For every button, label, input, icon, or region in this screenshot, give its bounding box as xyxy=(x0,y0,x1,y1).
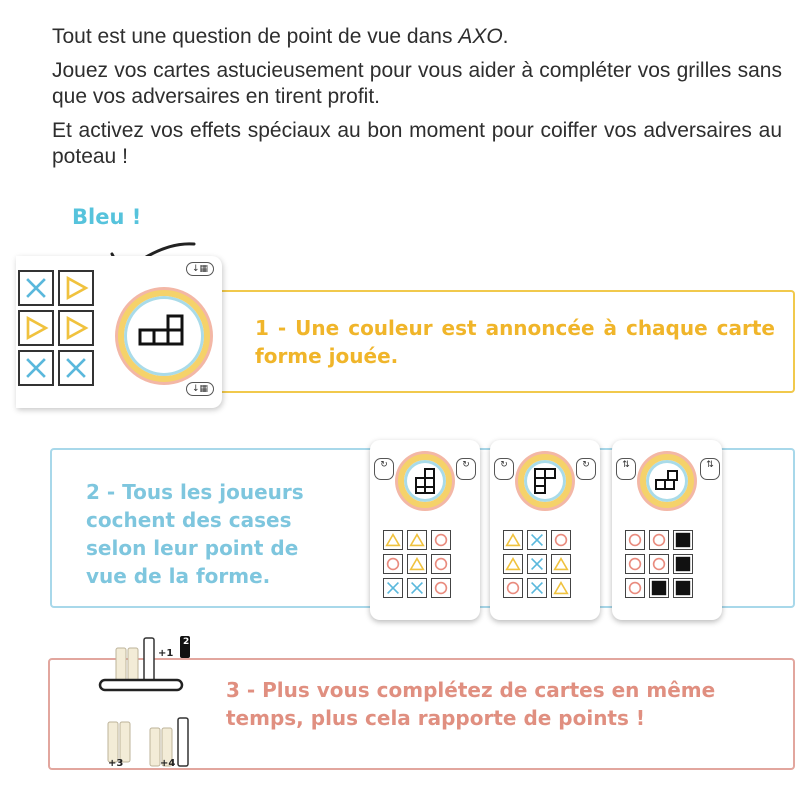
rotate-tab-icon: ↻ xyxy=(374,458,394,480)
cross-icon xyxy=(527,554,547,574)
triangle-icon xyxy=(407,530,427,550)
intro-paragraph-1 xyxy=(52,24,782,50)
scoring-cards-illustration xyxy=(88,632,198,782)
mirror-tab-icon: ⇅ xyxy=(616,458,636,480)
circle-icon xyxy=(625,530,645,550)
triangle-icon xyxy=(383,530,403,550)
filled-cell-icon xyxy=(673,554,693,574)
circle-icon xyxy=(431,530,451,550)
circle-icon xyxy=(625,578,645,598)
shape-2-icon xyxy=(531,467,559,495)
intro-p1-text: Tout est une question de point de vue dans xyxy=(52,25,459,48)
card-grid-1 xyxy=(383,530,451,598)
card-grid-2 xyxy=(503,530,571,598)
filled-cell-icon xyxy=(649,578,669,598)
circle-icon xyxy=(625,554,645,574)
triangle-icon xyxy=(18,310,54,346)
circle-icon xyxy=(383,554,403,574)
filled-cell-icon xyxy=(673,578,693,598)
rotate-tab-icon: ↻ xyxy=(456,458,476,480)
shape-3-icon xyxy=(653,468,681,494)
cross-icon xyxy=(383,578,403,598)
score-plus-1: +1 xyxy=(158,648,174,659)
mirror-tab-icon: ⇅ xyxy=(700,458,720,480)
score-plus-3: +3 xyxy=(108,758,124,769)
cross-icon xyxy=(407,578,427,598)
triangle-icon xyxy=(407,554,427,574)
announcement-bleu: Bleu ! xyxy=(72,205,142,229)
card-grid-3 xyxy=(625,530,693,598)
triangle-icon xyxy=(551,554,571,574)
triangle-icon xyxy=(58,270,94,306)
game-name: AXO xyxy=(458,25,503,48)
cross-icon xyxy=(18,270,54,306)
circle-icon xyxy=(431,578,451,598)
player-grid-main xyxy=(18,270,94,386)
l-shape-icon xyxy=(138,312,188,352)
circle-icon xyxy=(551,530,571,550)
step1-caption: 1 - Une couleur est annoncée à chaque carte forme jouée. xyxy=(255,316,775,368)
intro-p1-end: . xyxy=(502,25,509,48)
triangle-icon xyxy=(503,530,523,550)
intro-text xyxy=(52,24,782,178)
score-two: 2 xyxy=(183,637,190,647)
rotate-down-tab-icon: ↓▦ xyxy=(186,262,214,276)
rotate-tab-icon: ↻ xyxy=(576,458,596,480)
cross-icon xyxy=(527,578,547,598)
triangle-icon xyxy=(503,554,523,574)
cross-icon xyxy=(527,530,547,550)
score-plus-4: +4 xyxy=(160,758,176,769)
rotate-tab-icon: ↻ xyxy=(494,458,514,480)
cross-icon xyxy=(18,350,54,386)
circle-icon xyxy=(503,578,523,598)
filled-cell-icon xyxy=(673,530,693,550)
triangle-icon xyxy=(58,310,94,346)
step3-caption: 3 - Plus vous complétez de cartes en même temps, plus cela rapporte de points ! xyxy=(226,678,716,730)
circle-icon xyxy=(649,530,669,550)
step2-caption: 2 - Tous les joueurs cochent des cases selon leur point de vue de la forme. xyxy=(86,480,304,588)
cross-icon xyxy=(58,350,94,386)
triangle-icon xyxy=(551,578,571,598)
circle-icon xyxy=(431,554,451,574)
circle-icon xyxy=(649,554,669,574)
intro-paragraph-3: Et activez vos effets spéciaux au bon moment pour coiffer vos adversaires au poteau ! xyxy=(52,119,782,168)
rotate-down-tab-icon: ↓▦ xyxy=(186,382,214,396)
shape-1-icon xyxy=(411,467,439,495)
intro-paragraph-2: Jouez vos cartes astucieusement pour vous aider à compléter vos grilles sans que vos adversaires en tirent profit. xyxy=(52,59,782,108)
